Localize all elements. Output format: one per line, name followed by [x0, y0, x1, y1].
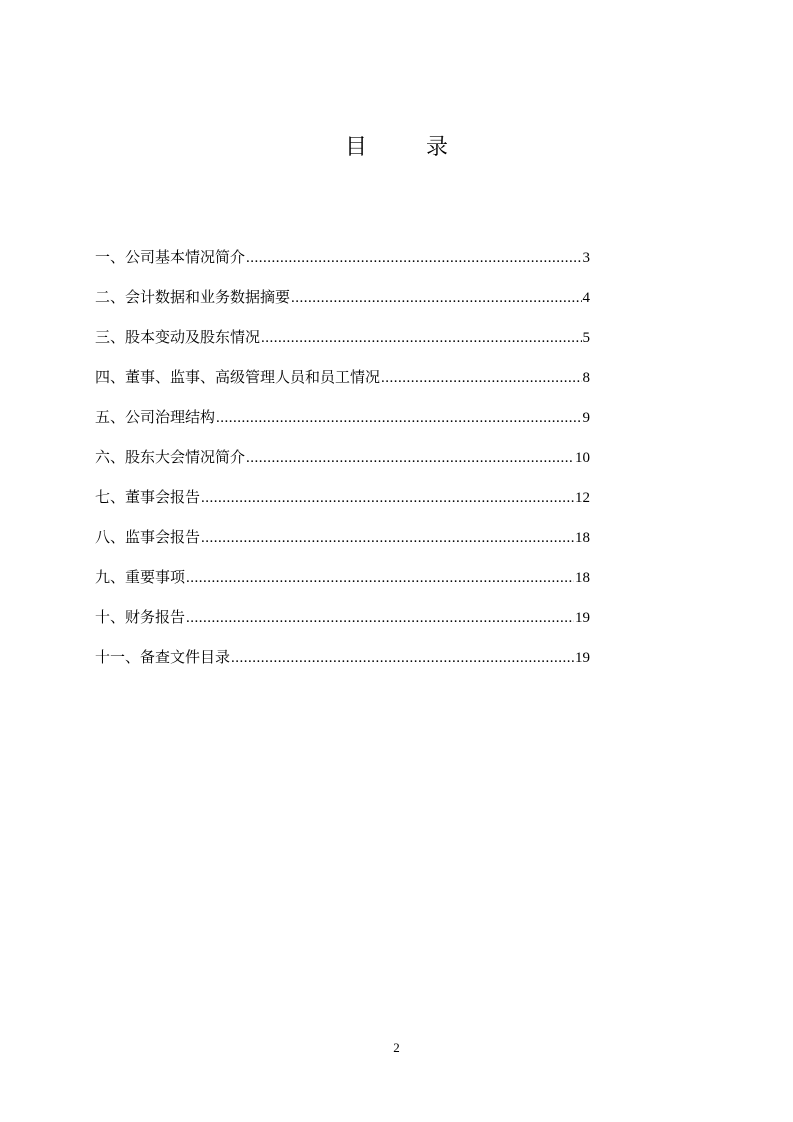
- toc-entry[interactable]: [95, 284, 590, 324]
- toc-dot-leader: [201, 525, 574, 551]
- toc-entry-page: 5: [582, 330, 590, 346]
- toc-entry-page: 8: [582, 370, 590, 386]
- toc-entry-label: 十一、备查文件目录: [95, 648, 231, 666]
- toc-entry-label: 十、财务报告: [95, 608, 186, 626]
- toc-dot-leader: [381, 365, 581, 391]
- toc-entry-page: 19: [575, 650, 590, 666]
- toc-entry-label: 八、监事会报告: [95, 528, 201, 546]
- toc-dot-leader: [216, 405, 581, 431]
- toc-entry-page: 19: [575, 610, 590, 626]
- toc-entry-page: 10: [575, 450, 590, 466]
- toc-entry-label: 五、公司治理结构: [95, 408, 216, 426]
- toc-dot-leader: [186, 605, 574, 631]
- toc-entry-page: 3: [582, 250, 590, 266]
- toc-entry-label: 三、股本变动及股东情况: [95, 328, 261, 346]
- toc-entry[interactable]: [95, 524, 590, 564]
- toc-entry-page: 12: [575, 490, 590, 506]
- toc-entry-label: 七、董事会报告: [95, 488, 201, 506]
- toc-dot-leader: [246, 245, 581, 271]
- toc-dot-leader: [261, 325, 581, 351]
- table-of-contents: [95, 244, 590, 684]
- toc-entry-label: 四、董事、监事、高级管理人员和员工情况: [95, 368, 381, 386]
- toc-entry[interactable]: [95, 604, 590, 644]
- toc-entry[interactable]: [95, 244, 590, 284]
- toc-entry-label: 一、公司基本情况简介: [95, 248, 246, 266]
- toc-dot-leader: [231, 645, 574, 671]
- toc-entry[interactable]: [95, 644, 590, 684]
- toc-entry[interactable]: [95, 364, 590, 404]
- toc-entry-page: 18: [575, 530, 590, 546]
- page-number: 2: [393, 1040, 400, 1055]
- page-title: 目 录: [345, 135, 474, 160]
- toc-entry[interactable]: [95, 564, 590, 604]
- toc-dot-leader: [186, 565, 574, 591]
- toc-entry-label: 九、重要事项: [95, 568, 186, 586]
- toc-dot-leader: [291, 285, 581, 311]
- toc-entry-page: 18: [575, 570, 590, 586]
- toc-entry[interactable]: [95, 404, 590, 444]
- toc-entry[interactable]: [95, 444, 590, 484]
- toc-entry[interactable]: [95, 484, 590, 524]
- toc-entry-label: 二、会计数据和业务数据摘要: [95, 288, 291, 306]
- toc-entry-label: 六、股东大会情况简介: [95, 448, 246, 466]
- toc-dot-leader: [246, 445, 574, 471]
- toc-entry-page: 4: [582, 290, 590, 306]
- toc-dot-leader: [201, 485, 574, 511]
- toc-entry[interactable]: [95, 324, 590, 364]
- toc-entry-page: 9: [582, 410, 590, 426]
